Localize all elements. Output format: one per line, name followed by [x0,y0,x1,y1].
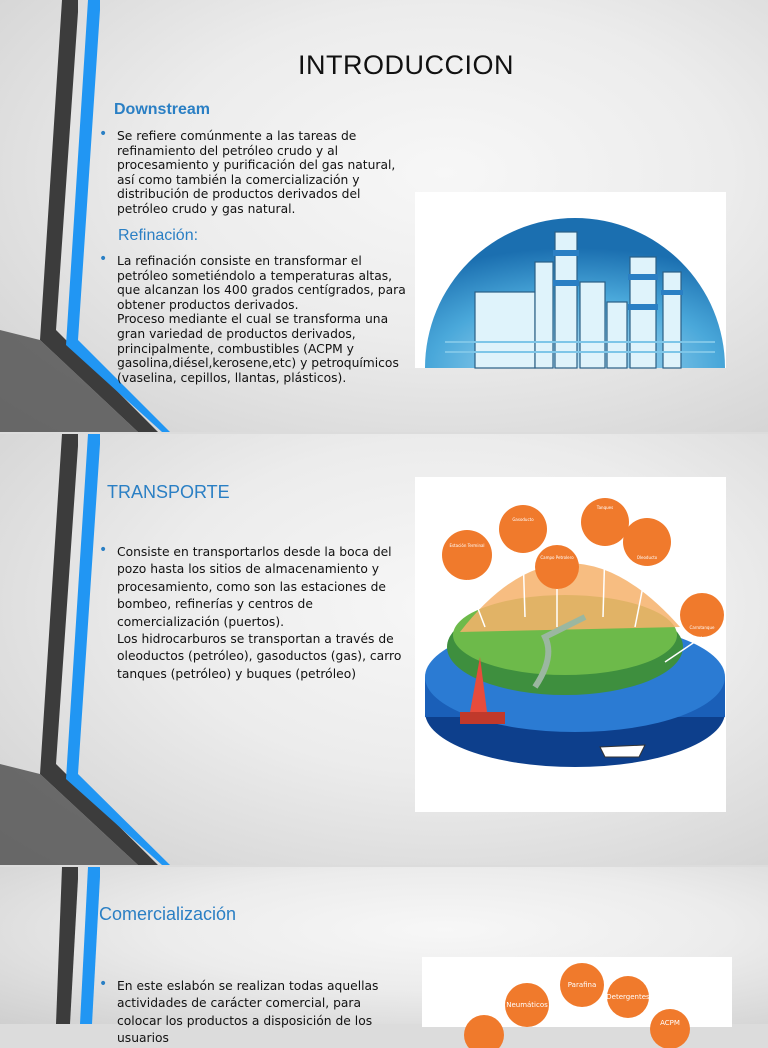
heading-transporte: TRANSPORTE [107,482,230,502]
bullet-comercializacion [99,976,407,1048]
heading-refinacion: Refinación: [118,227,199,244]
bubble-detergentes: Detergentes [606,993,650,1001]
bullet-text-2: Proceso mediante el cual se transforma una gran variedad de productos derivados, principalmente, combustibles (ACPM y gasolina,diésel,kerosene,etc) y petroquímicos (vaselina, cepillos, llantas, plásticos). [117,312,399,385]
bullet-dot: • [99,126,108,142]
bullet-text: En este eslabón se realizan todas aquellas actividades de carácter comercial, para colocar los productos a disposición de los usuarios [117,979,379,1046]
bullet-text: Se refiere comúnmente a las tareas de refinamiento del petróleo crudo y al procesamiento y purificación del gas natural, así como también la comercialización y distribución de productos derivados del petróleo crudo y gas natural. [117,129,396,216]
commerce-illustration [422,957,732,1027]
label-tanques: Tanques [596,505,614,510]
heading-downstream: Downstream [114,101,211,118]
bullet-text-1: La refinación consiste en transformar el petróleo sometiéndolo a temperaturas altas, que alcanzan los 400 grados centígrados, para obtener productos derivados. [117,254,406,312]
bubble-acpm: ACPM [660,1019,680,1027]
label-carrotanque: Carrotanque [689,625,715,630]
slide-transporte [0,434,768,865]
heading-comercializacion: Comercialización [99,904,237,924]
label-estacion: Estación Terminal [449,543,485,548]
bullet-text-1: Consiste en transportarlos desde la boca del pozo hasta los sitios de almacenamiento y procesamiento, como son las estaciones de bombeo, refinerías y centros de comercialización (puertos). [117,545,392,629]
label-gasoducto: Gasoducto [512,517,534,522]
ship-icon [600,745,645,757]
bullet-transporte [99,542,402,683]
bubble-parafina: Parafina [567,981,597,989]
slide-decoration [0,867,120,1024]
bullet-refinacion [99,251,407,385]
bullet-dot: • [99,976,108,992]
slide-introduccion [0,0,768,432]
bullet-downstream [99,126,402,217]
bullet-dot: • [99,251,108,267]
bullet-text-2: Los hidrocarburos se transportan a través de oleoductos (petróleo), gasoductos (gas), carro tanques (petróleo) y buques (petróleo) [117,632,402,681]
transport-illustration [415,477,726,812]
bullet-dot: • [99,542,108,558]
page-title: INTRODUCCION [298,50,514,80]
slide-comercializacion [0,867,768,1046]
label-campo: Campo Petrolero [540,555,574,560]
bubble-neumaticos: Neumáticos [506,1001,548,1009]
refinery-illustration [415,192,726,368]
label-oleoducto: Oleoducto [636,555,658,560]
